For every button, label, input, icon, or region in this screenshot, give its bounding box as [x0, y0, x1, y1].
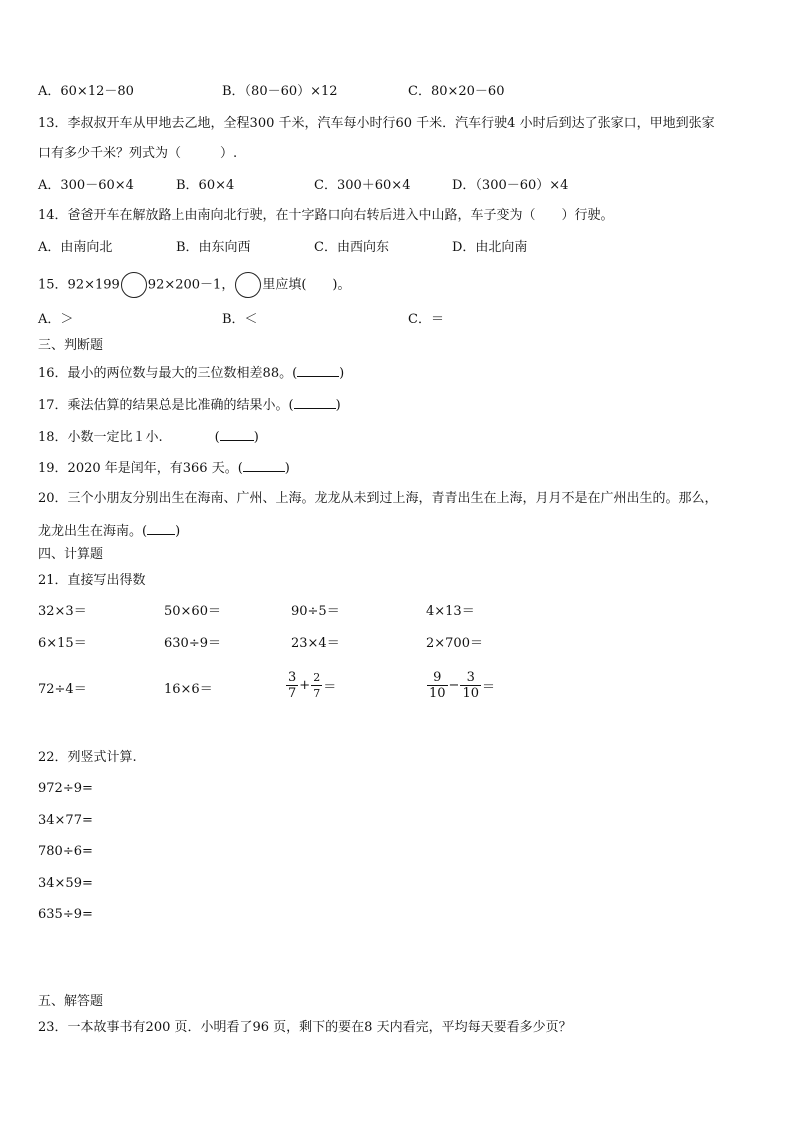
answer-circle-icon: [121, 272, 147, 298]
q15-option-b: B．＜: [222, 312, 258, 327]
q14-option-d: D．由北向南: [452, 240, 528, 255]
denominator: 7: [288, 686, 297, 701]
fraction-expression-2: [426, 670, 495, 701]
q17-text: 17．乘法估算的结果总是比准确的结果小。(: [38, 398, 294, 413]
q18-close: ): [253, 430, 259, 445]
q14-option-c: C．由西向东: [314, 240, 389, 255]
q19-text: 19．2020 年是闰年，有366 天。(: [38, 461, 243, 476]
calc-item: 50×60＝: [164, 604, 221, 619]
q13-line2: 口有多少千米？列式为（ ）.: [38, 146, 238, 161]
q18-text: 18．小数一定比１小. (: [38, 430, 220, 445]
q17-close: ): [335, 398, 341, 413]
denominator: 10: [462, 686, 479, 701]
q18: [38, 428, 259, 446]
q15-part1: 15．92×199: [38, 277, 120, 293]
vertical-calc-item: 780÷6=: [38, 844, 93, 859]
answer-blank[interactable]: [220, 428, 254, 441]
answer-blank[interactable]: [147, 522, 175, 535]
q15-option-c: C．＝: [408, 312, 444, 327]
section-4-heading: 四、计算题: [38, 547, 104, 562]
answer-blank[interactable]: [243, 459, 285, 472]
q17: [38, 396, 341, 414]
q21-title: 21．直接写出得数: [38, 573, 146, 588]
q14-option-b: B．由东向西: [176, 240, 251, 255]
calc-item: 6×15＝: [38, 636, 87, 651]
q13-option-b: B．60×4: [176, 178, 235, 193]
q12-option-a: A．60×12－80: [38, 84, 134, 99]
q15-part3: 里应填( )。: [262, 277, 351, 293]
q20-line1: 20．三个小朋友分别出生在海南、广州、上海。龙龙从未到过上海，青青出生在上海，月月不是在广州出生的。那么，: [38, 491, 718, 506]
vertical-calc-item: 34×59=: [38, 876, 93, 891]
numerator: 9: [427, 670, 448, 686]
numerator: 3: [288, 670, 297, 685]
q13-line1: 13．李叔叔开车从甲地去乙地，全程300 千米，汽车每小时行60 千米．汽车行驶4 小时后到达了张家口，甲地到张家: [38, 116, 715, 131]
vertical-calc-item: 635÷9=: [38, 907, 93, 922]
q15-part2: 92×200－1，: [147, 277, 235, 293]
q19: [38, 459, 290, 477]
q15-text: [38, 272, 350, 299]
calc-item: 2×700＝: [426, 636, 483, 651]
fraction: [286, 670, 298, 701]
section-3-heading: 三、判断题: [38, 338, 104, 353]
q13-option-c: C．300＋60×4: [314, 178, 411, 193]
fraction-expression-1: [285, 670, 336, 701]
answer-blank[interactable]: [297, 364, 339, 377]
q20-text: 龙龙出生在海南。(: [38, 524, 148, 539]
calc-item: 23×4＝: [291, 636, 340, 651]
q12-option-c: C．80×20－60: [408, 84, 505, 99]
plus-operator: +: [299, 678, 311, 693]
q16-close: ): [339, 366, 345, 381]
numerator: 2: [313, 671, 321, 684]
calc-item: 16×6＝: [164, 682, 213, 697]
q16-text: 16．最小的两位数与最大的三位数相差88。(: [38, 366, 298, 381]
answer-blank[interactable]: [294, 396, 336, 409]
denominator: 10: [429, 686, 446, 701]
q12-option-b: B．（80－60）×12: [222, 84, 338, 99]
equals: ＝: [323, 680, 337, 695]
q22-title: 22．列竖式计算.: [38, 750, 137, 765]
q13-option-d: D．（300－60）×4: [452, 178, 569, 193]
calc-item: 32×3＝: [38, 604, 87, 619]
q14-option-a: A．由南向北: [38, 240, 113, 255]
vertical-calc-item: 972÷9=: [38, 781, 93, 796]
q19-close: ): [284, 461, 290, 476]
q13-option-a: A．300－60×4: [38, 178, 134, 193]
q20-close: ): [175, 524, 181, 539]
fraction: [427, 670, 448, 701]
section-5-heading: 五、解答题: [38, 994, 104, 1009]
equals: ＝: [482, 680, 496, 695]
denominator: 7: [313, 687, 321, 700]
calc-item: 72÷4＝: [38, 682, 87, 697]
q14-text: 14．爸爸开车在解放路上由南向北行驶，在十字路口向右转后进入中山路，车子变为（ ）行驶。: [38, 208, 614, 223]
minus-operator: −: [448, 678, 460, 693]
calc-item: 90÷5＝: [291, 604, 340, 619]
answer-circle-icon: [235, 272, 261, 298]
fraction: [460, 670, 481, 701]
fraction: [311, 670, 322, 701]
calc-item: 630÷9＝: [164, 636, 221, 651]
q20-line2: [38, 522, 180, 540]
numerator: 3: [460, 670, 481, 686]
vertical-calc-item: 34×77=: [38, 813, 93, 828]
q16: [38, 364, 344, 382]
q15-option-a: A．＞: [38, 312, 74, 327]
calc-item: 4×13＝: [426, 604, 475, 619]
q23-text: 23．一本故事书有200 页．小明看了96 页，剩下的要在8 天内看完，平均每天要看多少页？: [38, 1020, 572, 1035]
